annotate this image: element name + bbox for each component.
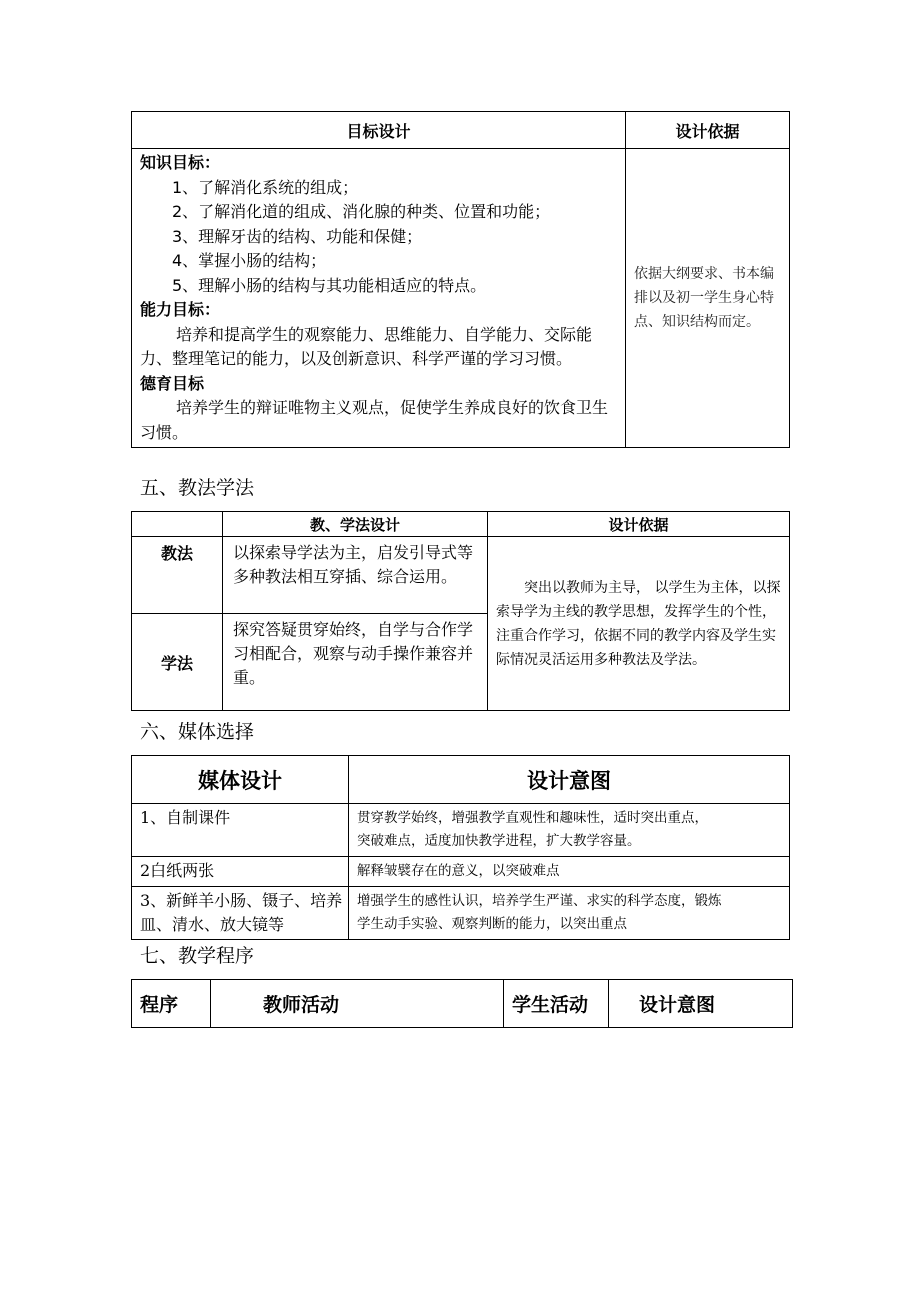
program-col-2: 教师活动 [211,980,504,1028]
learn-label: 学法 [132,614,223,711]
method-design-header: 教、学法设计 [223,512,488,537]
knowledge-item: 1、了解消化系统的组成； [172,177,359,197]
knowledge-item: 5、理解小肠的结构与其功能相适应的特点。 [172,275,487,295]
media-cell: 2白纸两张 [132,857,349,887]
intent-cell [349,857,790,887]
goal-content [132,149,626,448]
method-corner [132,512,223,537]
ability-text: 培养和提高学生的观察能力、思维能力、自学能力、交际能力、整理笔记的能力，以及创新意识、科学严谨的学习习惯。 [140,324,593,368]
media-cell: 1、自制课件 [132,804,349,857]
moral-title: 德育目标 [140,373,205,393]
media-cell: 3、新鲜羊小肠、镊子、培养皿、清水、放大镜等 [132,887,349,940]
intent-line: 突破难点，适度加快教学进程，扩大教学容量。 [357,833,641,849]
moral-text: 培养学生的辩证唯物主义观点，促使学生养成良好的饮食卫生习惯。 [140,398,609,442]
knowledge-item: 2、了解消化道的组成、消化腺的种类、位置和功能； [172,202,551,221]
intent-line: 学生动手实验、观察判断的能力，以突出重点 [357,916,627,932]
intent-line: 解释皱襞存在的意义，以突破难点 [357,863,560,879]
program-col-3: 学生活动 [504,980,609,1028]
learn-text: 探究答疑贯穿始终，自学与合作学习相配合，观察与动手操作兼容并重。 [223,614,488,711]
goal-table [131,111,790,448]
method-basis [488,537,790,711]
program-col-1: 程序 [132,980,211,1028]
method-basis-header: 设计依据 [488,512,790,537]
intent-cell [349,887,790,940]
goal-basis: 依据大纲要求、书本编排以及初一学生身心特点、知识结构而定。 [626,149,790,448]
section-5-title: 五、教法学法 [140,477,255,499]
intent-header: 设计意图 [349,756,790,804]
teach-label: 教法 [132,537,223,614]
section-7-title: 七、教学程序 [140,945,255,967]
ability-title: 能力目标： [140,300,221,319]
goal-header: 目标设计 [132,112,626,149]
knowledge-item: 3、理解牙齿的结构、功能和保健； [172,226,423,246]
basis-header: 设计依据 [626,112,790,149]
section-6-title: 六、媒体选择 [140,721,255,743]
intent-cell [349,804,790,857]
program-col-4: 设计意图 [609,980,793,1028]
method-table [131,511,790,711]
method-basis-text: 突出以教师为主导， 以学生为主体，以探索导学为主线的教学思想，发挥学生的个性，注重合作学习，依据不同的教学内容及学生实际情况灵活运用多种教法及学法。 [496,579,781,668]
teach-text: 以探索导学法为主，启发引导式等多种教法相互穿插、综合运用。 [223,537,488,614]
intent-line: 贯穿教学始终，增强教学直观性和趣味性，适时突出重点， [357,810,708,826]
knowledge-title: 知识目标： [140,153,221,172]
media-header: 媒体设计 [132,756,349,804]
media-table [131,755,790,940]
knowledge-item: 4、掌握小肠的结构； [172,251,327,270]
program-table [131,979,793,1028]
intent-line: 增强学生的感性认识，培养学生严谨、求实的科学态度，锻炼 [357,893,722,909]
